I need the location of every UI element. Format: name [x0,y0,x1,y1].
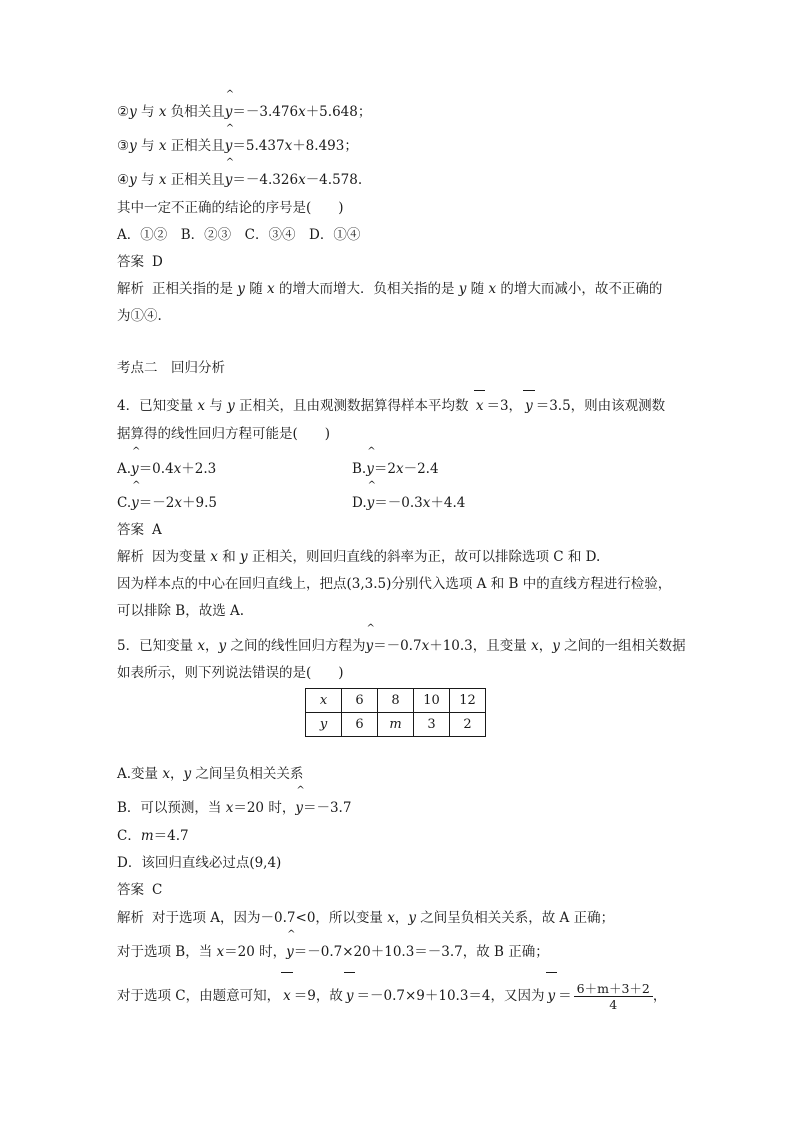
q4-option-d: D.^ y＝－0.3x＋4.4 [352,493,465,513]
q5-analysis-line-3: 对于选项 C，由题意可知， x ＝9，故 y ＝－0.7×9＋10.3＝4，又因为 y ＝ $\frac{6+m+3+2}{4}$ ， [117,978,666,1014]
table-cell: 8 [378,689,414,713]
q4-stem-line-1: 4．已知变量 x 与 y 正相关，且由观测数据算得样本平均数 x ＝3， y ＝3.5，则由该观测数 [117,398,666,414]
table-cell: 10 [414,689,450,713]
q3-question: 其中一定不正确的结论的序号是( ) [117,200,344,216]
table-cell: 2 [450,713,486,737]
q5-option-d: D．该回归直线必过点(9,4) [117,855,282,871]
q5-option-b: B．可以预测，当 x＝20 时，^ y＝－3.7 [117,798,351,818]
q4-option-b: B.^ y＝2x－2.4 [352,459,439,479]
q3-options: A．①② B．②③ C．③④ D．①④ [117,227,361,243]
q3-item-3: ③y 与 x 正相关且^ y＝5.437x＋8.493； [117,136,358,156]
table-row [306,713,486,737]
table-cell: 6 [342,689,378,713]
q5-option-c: C．m＝4.7 [117,828,189,844]
q4-stem-line-2: 据算得的线性回归方程可能是( ) [117,426,331,442]
q5-answer: 答案 C [117,882,163,898]
q3-analysis-line-1: 解析 正相关指的是 y 随 x 的增大而增大．负相关指的是 y 随 x 的增大而减小，故不正确的 [117,281,663,297]
table-cell: x [306,689,342,713]
q3-item-4: ④y 与 x 正相关且^ y＝－4.326x－4.578. [117,170,362,190]
table-cell: 3 [414,713,450,737]
q4-option-c: C.^ y＝－2x＋9.5 [117,493,217,513]
q3-answer: 答案 D [117,254,163,270]
q3-analysis-line-2: 为①④. [117,308,162,324]
q4-answer: 答案 A [117,522,162,538]
fraction [574,981,653,1012]
table-row [306,689,486,713]
q5-analysis-line-2: 对于选项 B，当 x＝20 时，^ y＝－0.7×20＋10.3＝－3.7，故 B 正确； [117,942,549,962]
table-cell: y [306,713,342,737]
fraction-denominator: 4 [609,997,618,1012]
q4-analysis-line-3: 可以排除 B，故选 A. [117,603,245,619]
fraction-numerator: 6＋m＋3＋2 [574,981,653,997]
section-heading: 考点二 回归分析 [117,360,225,376]
q5-analysis-line-1: 解析 对于选项 A，因为－0.7<0，所以变量 x，y 之间呈负相关关系，故 A 正确； [117,910,615,926]
table-cell: 12 [450,689,486,713]
table-cell: m [378,713,414,737]
table-cell: 6 [342,713,378,737]
q3-item-2: ②y 与 x 负相关且^ y＝－3.476x＋5.648； [117,102,371,122]
q5-stem-line-2: 如表所示，则下列说法错误的是( ) [117,665,344,681]
q4-analysis-line-2: 因为样本点的中心在回归直线上，把点(3,3.5)分别代入选项 A 和 B 中的直线方程进行检验， [117,576,672,592]
q4-analysis-line-1: 解析 因为变量 x 和 y 正相关，则回归直线的斜率为正，故可以排除选项 C 和 D. [117,549,601,565]
q4-option-a: A.^ y＝0.4x＋2.3 [117,459,216,479]
data-table [305,688,486,737]
q5-option-a: A.变量 x，y 之间呈负相关关系 [117,766,304,782]
q5-stem-line-1: 5．已知变量 x，y 之间的线性回归方程为^ y＝－0.7x＋10.3，且变量 x，y 之间的一组相关数据 [117,636,686,656]
